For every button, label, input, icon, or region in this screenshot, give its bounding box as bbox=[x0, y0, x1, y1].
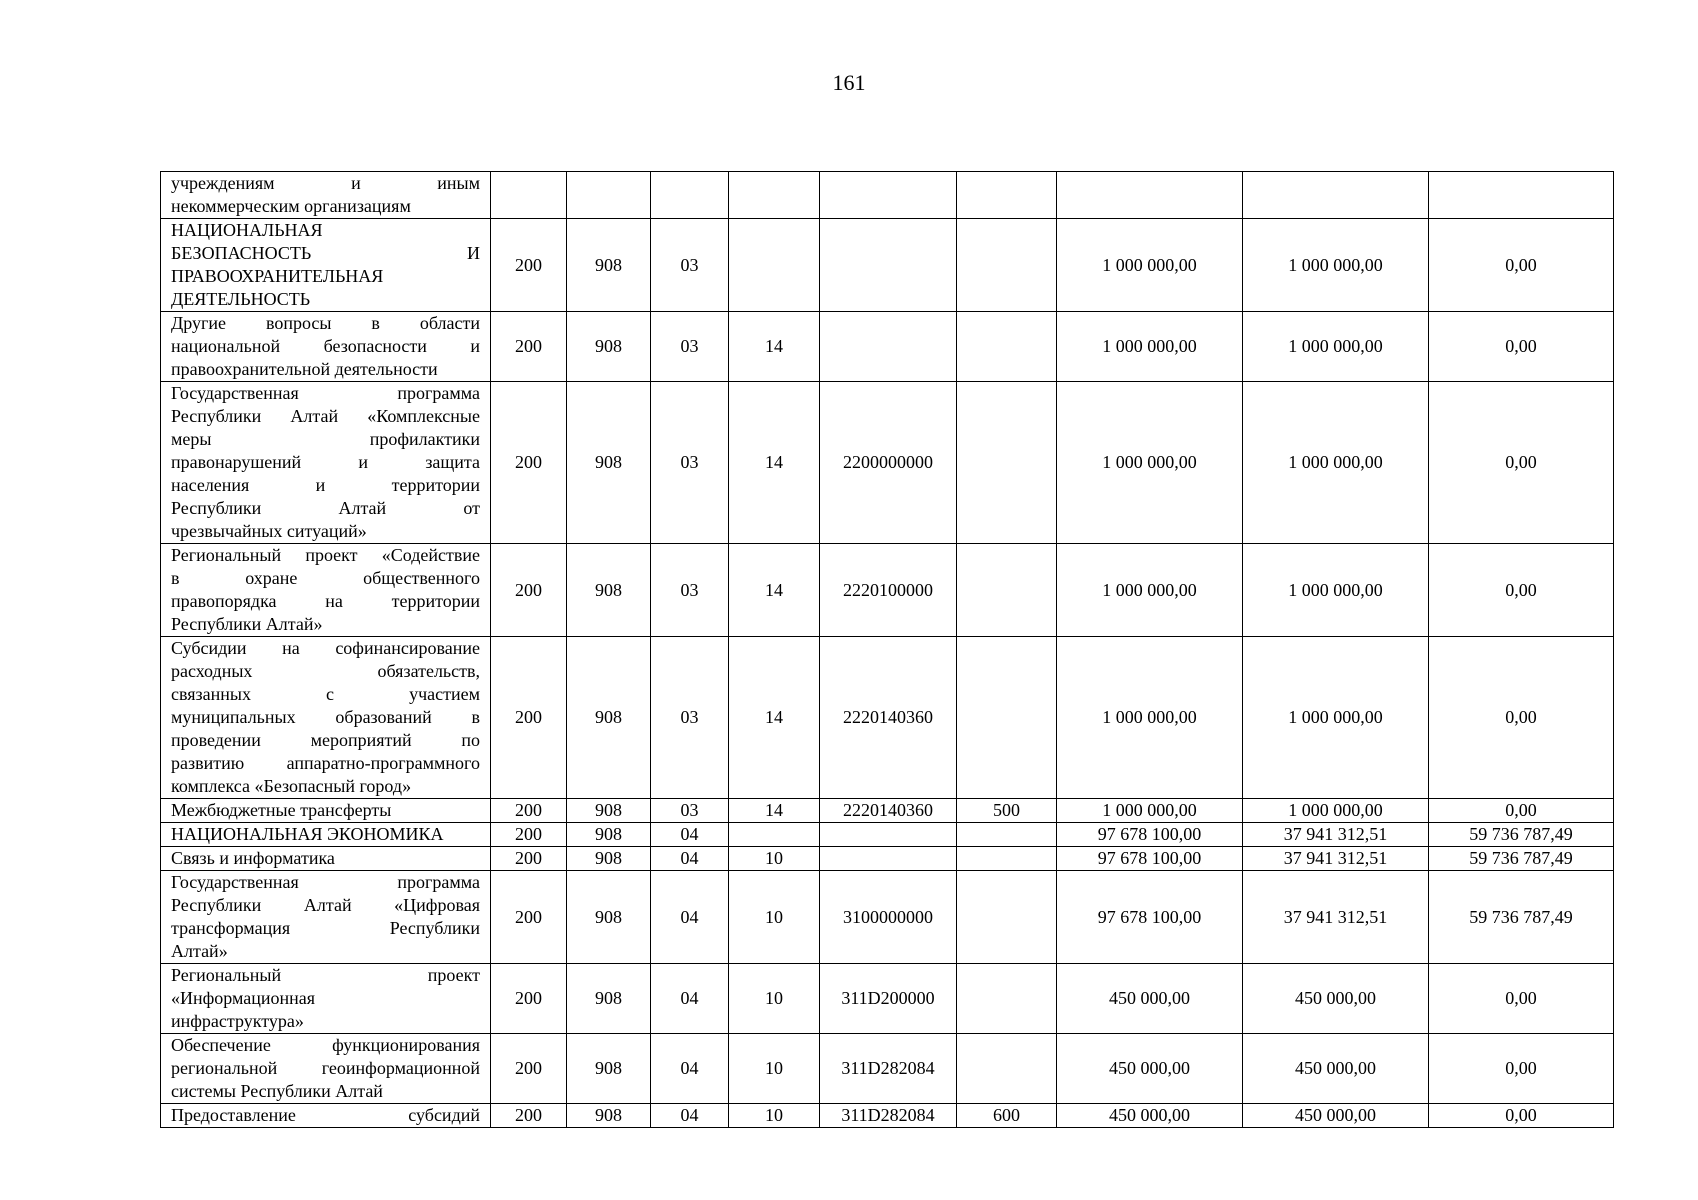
table-row bbox=[161, 637, 1614, 799]
planned-amount-cell: 1 000 000,00 bbox=[1057, 799, 1243, 823]
remaining-amount-cell: 59 736 787,49 bbox=[1429, 823, 1614, 847]
table-row bbox=[161, 964, 1614, 1034]
row-name-cell bbox=[161, 382, 491, 544]
row-name-line: Межбюджетные трансферты bbox=[171, 800, 392, 820]
row-name-line: населения и территории bbox=[171, 475, 480, 495]
row-name-line: учреждениям и иным bbox=[171, 173, 480, 193]
row-name-line: правонарушений и защита bbox=[171, 452, 480, 472]
row-name-cell bbox=[161, 799, 491, 823]
row-name-cell bbox=[161, 871, 491, 964]
row-name-line: связанных с участием bbox=[171, 684, 480, 704]
expense-type-code-cell: 500 bbox=[957, 799, 1057, 823]
section-code-cell: 03 bbox=[651, 544, 729, 637]
remaining-amount-cell: 0,00 bbox=[1429, 219, 1614, 312]
row-name-line: НАЦИОНАЛЬНАЯ ЭКОНОМИКА bbox=[171, 824, 444, 844]
table-body bbox=[161, 172, 1614, 1128]
executed-amount-cell: 450 000,00 bbox=[1243, 1104, 1429, 1128]
subsection-code-cell bbox=[729, 823, 820, 847]
planned-amount-cell: 450 000,00 bbox=[1057, 964, 1243, 1034]
grbs-code-cell: 200 bbox=[491, 799, 567, 823]
table-row bbox=[161, 382, 1614, 544]
row-name-line: Субсидии на софинансирование bbox=[171, 638, 480, 658]
row-name-cell bbox=[161, 1034, 491, 1104]
expense-type-code-cell bbox=[957, 847, 1057, 871]
planned-amount-cell: 1 000 000,00 bbox=[1057, 312, 1243, 382]
subsection-code-cell: 14 bbox=[729, 544, 820, 637]
subsection-code-cell: 10 bbox=[729, 847, 820, 871]
planned-amount-cell: 1 000 000,00 bbox=[1057, 544, 1243, 637]
expense-type-code-cell bbox=[957, 637, 1057, 799]
ministry-code-cell: 908 bbox=[567, 382, 651, 544]
target-article-code-cell bbox=[820, 312, 957, 382]
target-article-code-cell: 2220140360 bbox=[820, 799, 957, 823]
remaining-amount-cell: 0,00 bbox=[1429, 1034, 1614, 1104]
planned-amount-cell: 450 000,00 bbox=[1057, 1034, 1243, 1104]
row-name-line: Другие вопросы в области bbox=[171, 313, 480, 333]
table-row bbox=[161, 544, 1614, 637]
section-code-cell: 04 bbox=[651, 964, 729, 1034]
executed-amount-cell: 37 941 312,51 bbox=[1243, 847, 1429, 871]
ministry-code-cell: 908 bbox=[567, 799, 651, 823]
section-code-cell bbox=[651, 172, 729, 219]
executed-amount-cell: 1 000 000,00 bbox=[1243, 312, 1429, 382]
table-row bbox=[161, 799, 1614, 823]
executed-amount-cell bbox=[1243, 172, 1429, 219]
ministry-code-cell: 908 bbox=[567, 219, 651, 312]
row-name-line: Республики Алтай «Цифровая bbox=[171, 895, 480, 915]
target-article-code-cell: 3100000000 bbox=[820, 871, 957, 964]
row-name-line: правопорядка на территории bbox=[171, 591, 480, 611]
grbs-code-cell: 200 bbox=[491, 544, 567, 637]
executed-amount-cell: 1 000 000,00 bbox=[1243, 544, 1429, 637]
executed-amount-cell: 37 941 312,51 bbox=[1243, 871, 1429, 964]
row-name-line: Государственная программа bbox=[171, 383, 480, 403]
table-row bbox=[161, 172, 1614, 219]
grbs-code-cell: 200 bbox=[491, 823, 567, 847]
expense-type-code-cell bbox=[957, 312, 1057, 382]
planned-amount-cell: 450 000,00 bbox=[1057, 1104, 1243, 1128]
row-name-line: Региональный проект «Содействие bbox=[171, 545, 480, 565]
grbs-code-cell: 200 bbox=[491, 312, 567, 382]
ministry-code-cell: 908 bbox=[567, 823, 651, 847]
grbs-code-cell: 200 bbox=[491, 964, 567, 1034]
target-article-code-cell bbox=[820, 847, 957, 871]
expense-type-code-cell: 600 bbox=[957, 1104, 1057, 1128]
row-name-cell bbox=[161, 312, 491, 382]
section-code-cell: 03 bbox=[651, 799, 729, 823]
page-number: 161 bbox=[832, 70, 866, 95]
row-name-cell bbox=[161, 544, 491, 637]
row-name-cell bbox=[161, 172, 491, 219]
table-row bbox=[161, 312, 1614, 382]
executed-amount-cell: 450 000,00 bbox=[1243, 964, 1429, 1034]
planned-amount-cell: 1 000 000,00 bbox=[1057, 382, 1243, 544]
executed-amount-cell: 1 000 000,00 bbox=[1243, 219, 1429, 312]
remaining-amount-cell: 0,00 bbox=[1429, 637, 1614, 799]
planned-amount-cell: 97 678 100,00 bbox=[1057, 823, 1243, 847]
row-name-line: Алтай» bbox=[171, 941, 228, 961]
expense-type-code-cell bbox=[957, 1034, 1057, 1104]
budget-table bbox=[160, 171, 1614, 1128]
ministry-code-cell: 908 bbox=[567, 637, 651, 799]
row-name-cell bbox=[161, 219, 491, 312]
grbs-code-cell: 200 bbox=[491, 1034, 567, 1104]
grbs-code-cell: 200 bbox=[491, 871, 567, 964]
target-article-code-cell: 311D282084 bbox=[820, 1034, 957, 1104]
remaining-amount-cell: 59 736 787,49 bbox=[1429, 847, 1614, 871]
row-name-line: НАЦИОНАЛЬНАЯ bbox=[171, 220, 323, 240]
subsection-code-cell: 14 bbox=[729, 799, 820, 823]
target-article-code-cell: 2220100000 bbox=[820, 544, 957, 637]
target-article-code-cell: 311D200000 bbox=[820, 964, 957, 1034]
ministry-code-cell: 908 bbox=[567, 1104, 651, 1128]
row-name-line: комплекса «Безопасный город» bbox=[171, 776, 412, 796]
executed-amount-cell: 1 000 000,00 bbox=[1243, 382, 1429, 544]
remaining-amount-cell bbox=[1429, 172, 1614, 219]
row-name-line: национальной безопасности и bbox=[171, 336, 480, 356]
row-name-line: трансформация Республики bbox=[171, 918, 480, 938]
row-name-cell bbox=[161, 1104, 491, 1128]
row-name-cell bbox=[161, 637, 491, 799]
section-code-cell: 03 bbox=[651, 312, 729, 382]
row-name-line: ПРАВООХРАНИТЕЛЬНАЯ bbox=[171, 266, 384, 286]
expense-type-code-cell bbox=[957, 823, 1057, 847]
section-code-cell: 04 bbox=[651, 823, 729, 847]
remaining-amount-cell: 0,00 bbox=[1429, 799, 1614, 823]
expense-type-code-cell bbox=[957, 172, 1057, 219]
target-article-code-cell bbox=[820, 823, 957, 847]
subsection-code-cell: 10 bbox=[729, 1104, 820, 1128]
remaining-amount-cell: 59 736 787,49 bbox=[1429, 871, 1614, 964]
subsection-code-cell: 14 bbox=[729, 382, 820, 544]
row-name-cell bbox=[161, 847, 491, 871]
row-name-line: «Информационная bbox=[171, 988, 316, 1008]
ministry-code-cell: 908 bbox=[567, 312, 651, 382]
grbs-code-cell: 200 bbox=[491, 219, 567, 312]
subsection-code-cell bbox=[729, 172, 820, 219]
row-name-line: меры профилактики bbox=[171, 429, 480, 449]
row-name-line: БЕЗОПАСНОСТЬ И bbox=[171, 243, 480, 263]
row-name-line: Связь и информатика bbox=[171, 848, 335, 868]
row-name-line: ДЕЯТЕЛЬНОСТЬ bbox=[171, 289, 311, 309]
remaining-amount-cell: 0,00 bbox=[1429, 382, 1614, 544]
expense-type-code-cell bbox=[957, 219, 1057, 312]
grbs-code-cell: 200 bbox=[491, 1104, 567, 1128]
target-article-code-cell: 2200000000 bbox=[820, 382, 957, 544]
row-name-line: некоммерческим организациям bbox=[171, 196, 411, 216]
row-name-line: Региональный проект bbox=[171, 965, 480, 985]
planned-amount-cell: 97 678 100,00 bbox=[1057, 847, 1243, 871]
section-code-cell: 04 bbox=[651, 847, 729, 871]
ministry-code-cell: 908 bbox=[567, 847, 651, 871]
row-name-line: развитию аппаратно-программного bbox=[171, 753, 480, 773]
expense-type-code-cell bbox=[957, 544, 1057, 637]
table-row bbox=[161, 1104, 1614, 1128]
row-name-line: Государственная программа bbox=[171, 872, 480, 892]
row-name-line: Обеспечение функционирования bbox=[171, 1035, 480, 1055]
row-name-line: Республики Алтай» bbox=[171, 614, 323, 634]
remaining-amount-cell: 0,00 bbox=[1429, 544, 1614, 637]
remaining-amount-cell: 0,00 bbox=[1429, 1104, 1614, 1128]
executed-amount-cell: 1 000 000,00 bbox=[1243, 799, 1429, 823]
ministry-code-cell: 908 bbox=[567, 871, 651, 964]
row-name-line: проведении мероприятий по bbox=[171, 730, 480, 750]
remaining-amount-cell: 0,00 bbox=[1429, 964, 1614, 1034]
grbs-code-cell bbox=[491, 172, 567, 219]
target-article-code-cell: 2220140360 bbox=[820, 637, 957, 799]
grbs-code-cell: 200 bbox=[491, 847, 567, 871]
ministry-code-cell bbox=[567, 172, 651, 219]
row-name-line: Предоставление субсидий bbox=[171, 1105, 480, 1125]
ministry-code-cell: 908 bbox=[567, 964, 651, 1034]
grbs-code-cell: 200 bbox=[491, 382, 567, 544]
row-name-cell bbox=[161, 823, 491, 847]
expense-type-code-cell bbox=[957, 382, 1057, 544]
row-name-line: Республики Алтай от bbox=[171, 498, 480, 518]
subsection-code-cell: 10 bbox=[729, 1034, 820, 1104]
section-code-cell: 03 bbox=[651, 382, 729, 544]
table-row bbox=[161, 1034, 1614, 1104]
subsection-code-cell: 10 bbox=[729, 964, 820, 1034]
row-name-line: чрезвычайных ситуаций» bbox=[171, 521, 367, 541]
planned-amount-cell bbox=[1057, 172, 1243, 219]
table-row bbox=[161, 823, 1614, 847]
grbs-code-cell: 200 bbox=[491, 637, 567, 799]
section-code-cell: 04 bbox=[651, 1034, 729, 1104]
table-row bbox=[161, 871, 1614, 964]
subsection-code-cell: 10 bbox=[729, 871, 820, 964]
subsection-code-cell: 14 bbox=[729, 312, 820, 382]
target-article-code-cell bbox=[820, 219, 957, 312]
subsection-code-cell: 14 bbox=[729, 637, 820, 799]
expense-type-code-cell bbox=[957, 871, 1057, 964]
target-article-code-cell: 311D282084 bbox=[820, 1104, 957, 1128]
remaining-amount-cell: 0,00 bbox=[1429, 312, 1614, 382]
ministry-code-cell: 908 bbox=[567, 544, 651, 637]
row-name-line: региональной геоинформационной bbox=[171, 1058, 480, 1078]
row-name-line: правоохранительной деятельности bbox=[171, 359, 438, 379]
row-name-line: в охране общественного bbox=[171, 568, 480, 588]
row-name-line: Республики Алтай «Комплексные bbox=[171, 406, 480, 426]
row-name-line: муниципальных образований в bbox=[171, 707, 480, 727]
ministry-code-cell: 908 bbox=[567, 1034, 651, 1104]
row-name-line: инфраструктура» bbox=[171, 1011, 304, 1031]
row-name-line: системы Республики Алтай bbox=[171, 1081, 383, 1101]
section-code-cell: 03 bbox=[651, 219, 729, 312]
executed-amount-cell: 1 000 000,00 bbox=[1243, 637, 1429, 799]
expense-type-code-cell bbox=[957, 964, 1057, 1034]
row-name-cell bbox=[161, 964, 491, 1034]
target-article-code-cell bbox=[820, 172, 957, 219]
table-row bbox=[161, 847, 1614, 871]
executed-amount-cell: 37 941 312,51 bbox=[1243, 823, 1429, 847]
row-name-line: расходных обязательств, bbox=[171, 661, 480, 681]
section-code-cell: 03 bbox=[651, 637, 729, 799]
planned-amount-cell: 97 678 100,00 bbox=[1057, 871, 1243, 964]
section-code-cell: 04 bbox=[651, 1104, 729, 1128]
section-code-cell: 04 bbox=[651, 871, 729, 964]
subsection-code-cell bbox=[729, 219, 820, 312]
table-row bbox=[161, 219, 1614, 312]
planned-amount-cell: 1 000 000,00 bbox=[1057, 219, 1243, 312]
executed-amount-cell: 450 000,00 bbox=[1243, 1034, 1429, 1104]
planned-amount-cell: 1 000 000,00 bbox=[1057, 637, 1243, 799]
